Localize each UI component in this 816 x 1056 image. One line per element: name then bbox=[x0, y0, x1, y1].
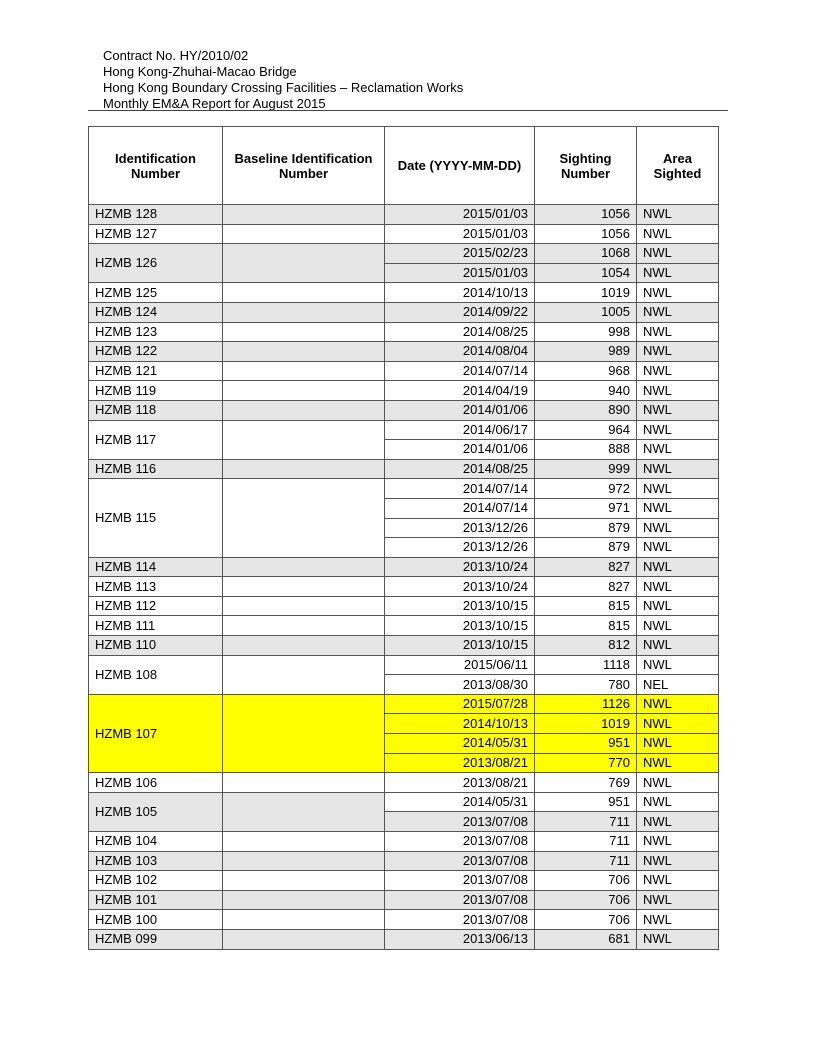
date-cell: 2014/09/22 bbox=[385, 302, 535, 322]
table-row bbox=[89, 400, 719, 420]
date-cell: 2013/07/08 bbox=[385, 832, 535, 852]
area-sighted-cell: NWL bbox=[637, 400, 719, 420]
baseline-id-cell bbox=[223, 851, 385, 871]
identification-number-cell: HZMB 122 bbox=[89, 342, 223, 362]
report-title: Monthly EM&A Report for August 2015 bbox=[103, 96, 326, 111]
date-cell: 2013/10/24 bbox=[385, 557, 535, 577]
table-row bbox=[89, 890, 719, 910]
table-body bbox=[89, 205, 719, 950]
area-sighted-cell: NWL bbox=[637, 302, 719, 322]
area-sighted-cell: NWL bbox=[637, 851, 719, 871]
area-sighted-cell: NWL bbox=[637, 440, 719, 460]
table-header-row bbox=[89, 127, 719, 205]
baseline-id-cell bbox=[223, 244, 385, 283]
table-row bbox=[89, 224, 719, 244]
table-row bbox=[89, 655, 719, 675]
area-sighted-cell: NWL bbox=[637, 753, 719, 773]
baseline-id-cell bbox=[223, 636, 385, 656]
sighting-number-cell: 815 bbox=[535, 616, 637, 636]
sighting-number-cell: 815 bbox=[535, 596, 637, 616]
identification-number-cell: HZMB 126 bbox=[89, 244, 223, 283]
table-row bbox=[89, 851, 719, 871]
sighting-number-cell: 1126 bbox=[535, 694, 637, 714]
area-sighted-cell: NWL bbox=[637, 557, 719, 577]
identification-number-cell: HZMB 119 bbox=[89, 381, 223, 401]
date-cell: 2015/01/03 bbox=[385, 205, 535, 225]
header-divider bbox=[88, 110, 728, 111]
area-sighted-cell: NWL bbox=[637, 596, 719, 616]
sightings-table bbox=[88, 126, 719, 950]
baseline-id-cell bbox=[223, 871, 385, 891]
date-cell: 2014/05/31 bbox=[385, 734, 535, 754]
identification-number-cell: HZMB 102 bbox=[89, 871, 223, 891]
sighting-number-cell: 769 bbox=[535, 773, 637, 793]
sighting-number-cell: 706 bbox=[535, 910, 637, 930]
date-cell: 2015/07/28 bbox=[385, 694, 535, 714]
table-row bbox=[89, 910, 719, 930]
identification-number-cell: HZMB 101 bbox=[89, 890, 223, 910]
date-cell: 2013/07/08 bbox=[385, 851, 535, 871]
table-row bbox=[89, 205, 719, 225]
date-cell: 2014/07/14 bbox=[385, 479, 535, 499]
table-row bbox=[89, 792, 719, 812]
sighting-number-cell: 827 bbox=[535, 577, 637, 597]
area-sighted-cell: NWL bbox=[637, 616, 719, 636]
date-cell: 2014/06/17 bbox=[385, 420, 535, 440]
area-sighted-cell: NWL bbox=[637, 694, 719, 714]
baseline-id-cell bbox=[223, 381, 385, 401]
identification-number-cell: HZMB 108 bbox=[89, 655, 223, 694]
sighting-number-cell: 964 bbox=[535, 420, 637, 440]
table-row bbox=[89, 596, 719, 616]
identification-number-cell: HZMB 105 bbox=[89, 792, 223, 831]
baseline-id-cell bbox=[223, 616, 385, 636]
sighting-number-cell: 780 bbox=[535, 675, 637, 695]
date-cell: 2013/10/24 bbox=[385, 577, 535, 597]
baseline-id-cell bbox=[223, 577, 385, 597]
date-cell: 2013/10/15 bbox=[385, 636, 535, 656]
table-row bbox=[89, 322, 719, 342]
identification-number-cell: HZMB 115 bbox=[89, 479, 223, 557]
date-cell: 2013/08/30 bbox=[385, 675, 535, 695]
baseline-id-cell bbox=[223, 479, 385, 557]
date-cell: 2014/10/13 bbox=[385, 283, 535, 303]
date-cell: 2014/05/31 bbox=[385, 792, 535, 812]
date-cell: 2013/10/15 bbox=[385, 616, 535, 636]
sighting-number-cell: 1056 bbox=[535, 205, 637, 225]
identification-number-cell: HZMB 110 bbox=[89, 636, 223, 656]
sighting-number-cell: 1118 bbox=[535, 655, 637, 675]
area-sighted-cell: NWL bbox=[637, 812, 719, 832]
column-header-identification: Identification Number bbox=[89, 127, 223, 205]
sighting-number-cell: 827 bbox=[535, 557, 637, 577]
sighting-number-cell: 890 bbox=[535, 400, 637, 420]
area-sighted-cell: NWL bbox=[637, 655, 719, 675]
sighting-number-cell: 879 bbox=[535, 518, 637, 538]
table-row bbox=[89, 694, 719, 714]
area-sighted-cell: NWL bbox=[637, 871, 719, 891]
column-header-date: Date (YYYY-MM-DD) bbox=[385, 127, 535, 205]
area-sighted-cell: NWL bbox=[637, 518, 719, 538]
date-cell: 2014/08/25 bbox=[385, 459, 535, 479]
baseline-id-cell bbox=[223, 205, 385, 225]
sighting-number-cell: 989 bbox=[535, 342, 637, 362]
identification-number-cell: HZMB 125 bbox=[89, 283, 223, 303]
sighting-number-cell: 888 bbox=[535, 440, 637, 460]
area-sighted-cell: NWL bbox=[637, 498, 719, 518]
date-cell: 2013/12/26 bbox=[385, 518, 535, 538]
identification-number-cell: HZMB 127 bbox=[89, 224, 223, 244]
baseline-id-cell bbox=[223, 773, 385, 793]
identification-number-cell: HZMB 100 bbox=[89, 910, 223, 930]
baseline-id-cell bbox=[223, 224, 385, 244]
sighting-number-cell: 711 bbox=[535, 812, 637, 832]
identification-number-cell: HZMB 123 bbox=[89, 322, 223, 342]
area-sighted-cell: NWL bbox=[637, 322, 719, 342]
date-cell: 2015/06/11 bbox=[385, 655, 535, 675]
sighting-number-cell: 998 bbox=[535, 322, 637, 342]
table-row bbox=[89, 283, 719, 303]
date-cell: 2013/08/21 bbox=[385, 773, 535, 793]
identification-number-cell: HZMB 118 bbox=[89, 400, 223, 420]
area-sighted-cell: NWL bbox=[637, 244, 719, 264]
baseline-id-cell bbox=[223, 459, 385, 479]
identification-number-cell: HZMB 106 bbox=[89, 773, 223, 793]
table-row bbox=[89, 929, 719, 949]
area-sighted-cell: NWL bbox=[637, 205, 719, 225]
area-sighted-cell: NWL bbox=[637, 792, 719, 812]
identification-number-cell: HZMB 121 bbox=[89, 361, 223, 381]
sighting-number-cell: 770 bbox=[535, 753, 637, 773]
area-sighted-cell: NWL bbox=[637, 832, 719, 852]
identification-number-cell: HZMB 113 bbox=[89, 577, 223, 597]
area-sighted-cell: NWL bbox=[637, 734, 719, 754]
table-row bbox=[89, 832, 719, 852]
table-row bbox=[89, 616, 719, 636]
area-sighted-cell: NWL bbox=[637, 773, 719, 793]
sighting-number-cell: 1019 bbox=[535, 714, 637, 734]
column-header-baseline: Baseline Identification Number bbox=[223, 127, 385, 205]
sighting-number-cell: 812 bbox=[535, 636, 637, 656]
baseline-id-cell bbox=[223, 596, 385, 616]
identification-number-cell: HZMB 099 bbox=[89, 929, 223, 949]
table-row bbox=[89, 342, 719, 362]
sighting-number-cell: 1019 bbox=[535, 283, 637, 303]
baseline-id-cell bbox=[223, 322, 385, 342]
project-name: Hong Kong-Zhuhai-Macao Bridge bbox=[103, 64, 297, 79]
identification-number-cell: HZMB 116 bbox=[89, 459, 223, 479]
area-sighted-cell: NWL bbox=[637, 929, 719, 949]
date-cell: 2014/07/14 bbox=[385, 361, 535, 381]
table-row bbox=[89, 244, 719, 264]
project-subtitle: Hong Kong Boundary Crossing Facilities – Reclamation Works bbox=[103, 80, 464, 95]
area-sighted-cell: NWL bbox=[637, 890, 719, 910]
sighting-number-cell: 1005 bbox=[535, 302, 637, 322]
area-sighted-cell: NWL bbox=[637, 420, 719, 440]
table-row bbox=[89, 479, 719, 499]
sighting-number-cell: 879 bbox=[535, 538, 637, 558]
identification-number-cell: HZMB 124 bbox=[89, 302, 223, 322]
date-cell: 2014/08/04 bbox=[385, 342, 535, 362]
identification-number-cell: HZMB 103 bbox=[89, 851, 223, 871]
baseline-id-cell bbox=[223, 694, 385, 772]
area-sighted-cell: NWL bbox=[637, 577, 719, 597]
table-row bbox=[89, 636, 719, 656]
table-row bbox=[89, 773, 719, 793]
area-sighted-cell: NWL bbox=[637, 263, 719, 283]
table-row bbox=[89, 577, 719, 597]
identification-number-cell: HZMB 117 bbox=[89, 420, 223, 459]
date-cell: 2013/10/15 bbox=[385, 596, 535, 616]
date-cell: 2014/07/14 bbox=[385, 498, 535, 518]
sighting-number-cell: 972 bbox=[535, 479, 637, 499]
date-cell: 2013/08/21 bbox=[385, 753, 535, 773]
sighting-number-cell: 999 bbox=[535, 459, 637, 479]
area-sighted-cell: NWL bbox=[637, 714, 719, 734]
identification-number-cell: HZMB 114 bbox=[89, 557, 223, 577]
sighting-number-cell: 1056 bbox=[535, 224, 637, 244]
column-header-area: Area Sighted bbox=[637, 127, 719, 205]
identification-number-cell: HZMB 128 bbox=[89, 205, 223, 225]
date-cell: 2013/12/26 bbox=[385, 538, 535, 558]
date-cell: 2015/01/03 bbox=[385, 224, 535, 244]
area-sighted-cell: NWL bbox=[637, 381, 719, 401]
baseline-id-cell bbox=[223, 400, 385, 420]
sighting-number-cell: 1068 bbox=[535, 244, 637, 264]
sighting-number-cell: 706 bbox=[535, 890, 637, 910]
table-row bbox=[89, 420, 719, 440]
date-cell: 2013/07/08 bbox=[385, 890, 535, 910]
table-row bbox=[89, 381, 719, 401]
document-header bbox=[103, 48, 723, 112]
baseline-id-cell bbox=[223, 832, 385, 852]
table-row bbox=[89, 871, 719, 891]
area-sighted-cell: NEL bbox=[637, 675, 719, 695]
sighting-number-cell: 971 bbox=[535, 498, 637, 518]
date-cell: 2014/01/06 bbox=[385, 440, 535, 460]
date-cell: 2013/06/13 bbox=[385, 929, 535, 949]
table-row bbox=[89, 557, 719, 577]
area-sighted-cell: NWL bbox=[637, 636, 719, 656]
area-sighted-cell: NWL bbox=[637, 538, 719, 558]
sighting-number-cell: 706 bbox=[535, 871, 637, 891]
table-row bbox=[89, 459, 719, 479]
table-row bbox=[89, 361, 719, 381]
date-cell: 2014/01/06 bbox=[385, 400, 535, 420]
area-sighted-cell: NWL bbox=[637, 910, 719, 930]
sighting-number-cell: 681 bbox=[535, 929, 637, 949]
date-cell: 2013/07/08 bbox=[385, 812, 535, 832]
baseline-id-cell bbox=[223, 557, 385, 577]
date-cell: 2014/04/19 bbox=[385, 381, 535, 401]
sighting-number-cell: 968 bbox=[535, 361, 637, 381]
sighting-number-cell: 711 bbox=[535, 851, 637, 871]
baseline-id-cell bbox=[223, 420, 385, 459]
sighting-number-cell: 711 bbox=[535, 832, 637, 852]
sighting-number-cell: 1054 bbox=[535, 263, 637, 283]
area-sighted-cell: NWL bbox=[637, 479, 719, 499]
baseline-id-cell bbox=[223, 792, 385, 831]
date-cell: 2015/01/03 bbox=[385, 263, 535, 283]
sighting-number-cell: 951 bbox=[535, 792, 637, 812]
area-sighted-cell: NWL bbox=[637, 342, 719, 362]
baseline-id-cell bbox=[223, 302, 385, 322]
baseline-id-cell bbox=[223, 283, 385, 303]
date-cell: 2013/07/08 bbox=[385, 910, 535, 930]
identification-number-cell: HZMB 107 bbox=[89, 694, 223, 772]
table-row bbox=[89, 302, 719, 322]
date-cell: 2014/08/25 bbox=[385, 322, 535, 342]
baseline-id-cell bbox=[223, 890, 385, 910]
area-sighted-cell: NWL bbox=[637, 361, 719, 381]
date-cell: 2013/07/08 bbox=[385, 871, 535, 891]
baseline-id-cell bbox=[223, 655, 385, 694]
identification-number-cell: HZMB 104 bbox=[89, 832, 223, 852]
area-sighted-cell: NWL bbox=[637, 224, 719, 244]
area-sighted-cell: NWL bbox=[637, 283, 719, 303]
identification-number-cell: HZMB 111 bbox=[89, 616, 223, 636]
contract-number: Contract No. HY/2010/02 bbox=[103, 48, 249, 63]
baseline-id-cell bbox=[223, 361, 385, 381]
baseline-id-cell bbox=[223, 910, 385, 930]
column-header-sighting-number: Sighting Number bbox=[535, 127, 637, 205]
date-cell: 2014/10/13 bbox=[385, 714, 535, 734]
sighting-number-cell: 940 bbox=[535, 381, 637, 401]
sighting-number-cell: 951 bbox=[535, 734, 637, 754]
baseline-id-cell bbox=[223, 929, 385, 949]
identification-number-cell: HZMB 112 bbox=[89, 596, 223, 616]
baseline-id-cell bbox=[223, 342, 385, 362]
date-cell: 2015/02/23 bbox=[385, 244, 535, 264]
area-sighted-cell: NWL bbox=[637, 459, 719, 479]
